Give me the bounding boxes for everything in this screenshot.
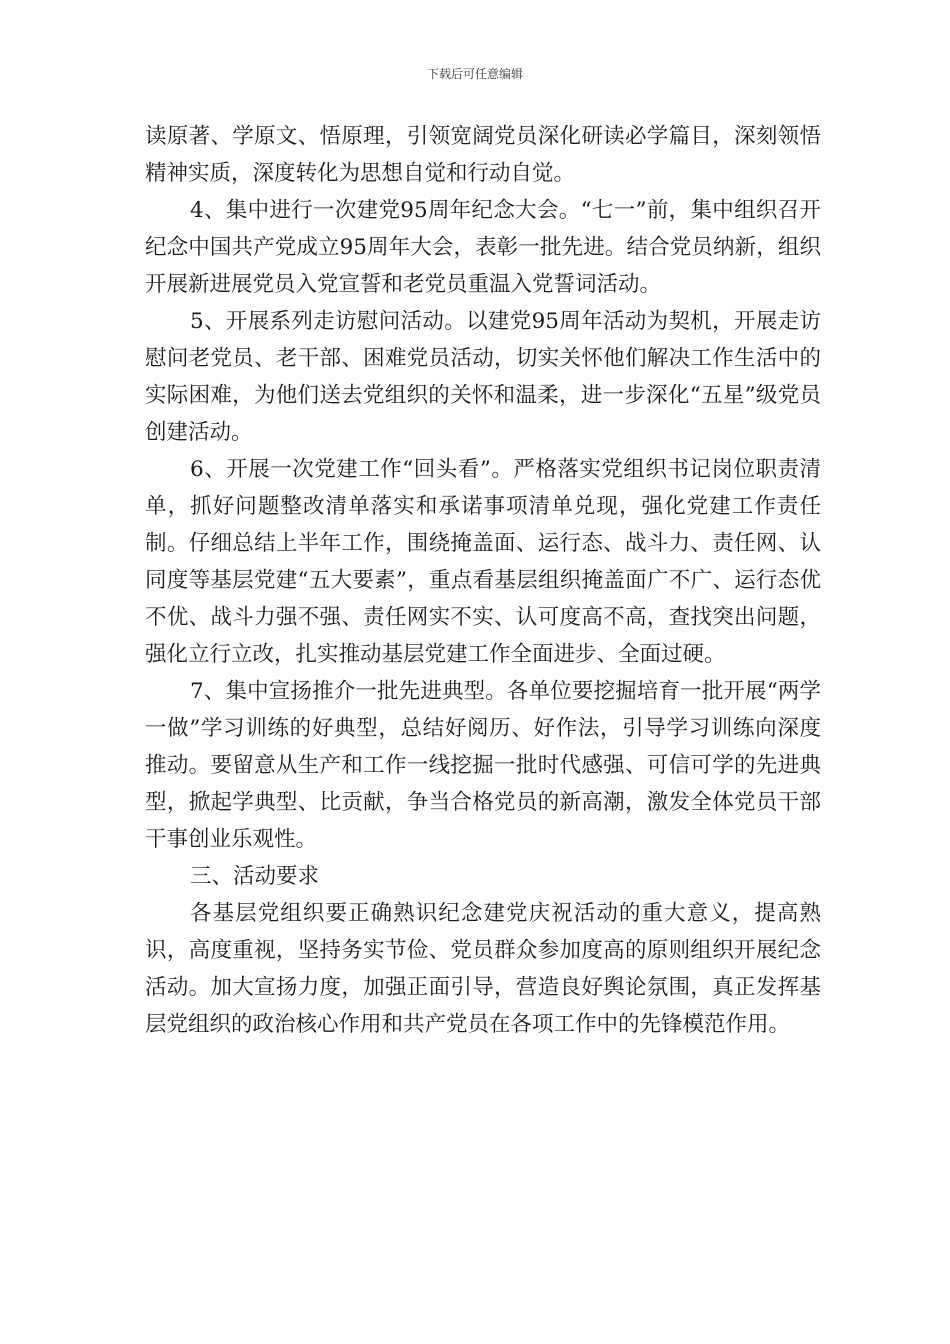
document-body <box>145 118 821 1043</box>
paragraph-closing: 各基层党组织要正确熟识纪念建党庆祝活动的重大意义，提高熟识，高度重视，坚持务实节俭、党员群众参加度高的原则组织开展纪念活动。加大宣扬力度，加强正面引导，营造良好舆论氛围，真正发挥基层党组织的政治核心作用和共产党员在各项工作中的先锋模范作用。 <box>145 901 821 1037</box>
paragraph-continuation: 读原著、学原文、悟原理，引领宽阔党员深化研读必学篇目，深刻领悟精神实质，深度转化为思想自觉和行动自觉。 <box>145 124 821 186</box>
paragraph-item-5: 5、开展系列走访慰问活动。以建党95周年活动为契机，开展走访慰问老党员、老干部、困难党员活动，切实关怀他们解决工作生活中的实际困难，为他们送去党组织的关怀和温柔，进一步深化“五星”级党员创建活动。 <box>145 309 821 445</box>
paragraph-item-4: 4、集中进行一次建党95周年纪念大会。“七一”前，集中组织召开纪念中国共产党成立95周年大会，表彰一批先进。结合党员纳新，组织开展新进展党员入党宣誓和老党员重温入党誓词活动。 <box>145 198 821 297</box>
paragraph-item-6: 6、开展一次党建工作“回头看”。严格落实党组织书记岗位职责清单，抓好问题整改清单落实和承诺事项清单兑现，强化党建工作责任制。仔细总结上半年工作，围绕掩盖面、运行态、战斗力、责任网、认同度等基层党建“五大要素”，重点看基层组织掩盖面广不广、运行态优不优、战斗力强不强、责任网实不实、认可度高不高，查找突出问题，强化立行立改，扎实推动基层党建工作全面进步、全面过硬。 <box>145 457 821 667</box>
section-heading: 三、活动要求 <box>190 864 320 889</box>
paragraph-item-7: 7、集中宣扬推介一批先进典型。各单位要挖掘培育一批开展“两学一做”学习训练的好典型，总结好阅历、好作法，引导学习训练向深度推动。要留意从生产和工作一线挖掘一批时代感强、可信可学的先进典型，掀起学典型、比贡献，争当合格党员的新高潮，激发全体党员干部干事创业乐观性。 <box>145 679 821 852</box>
page-header: 下载后可任意编辑 <box>426 67 523 81</box>
